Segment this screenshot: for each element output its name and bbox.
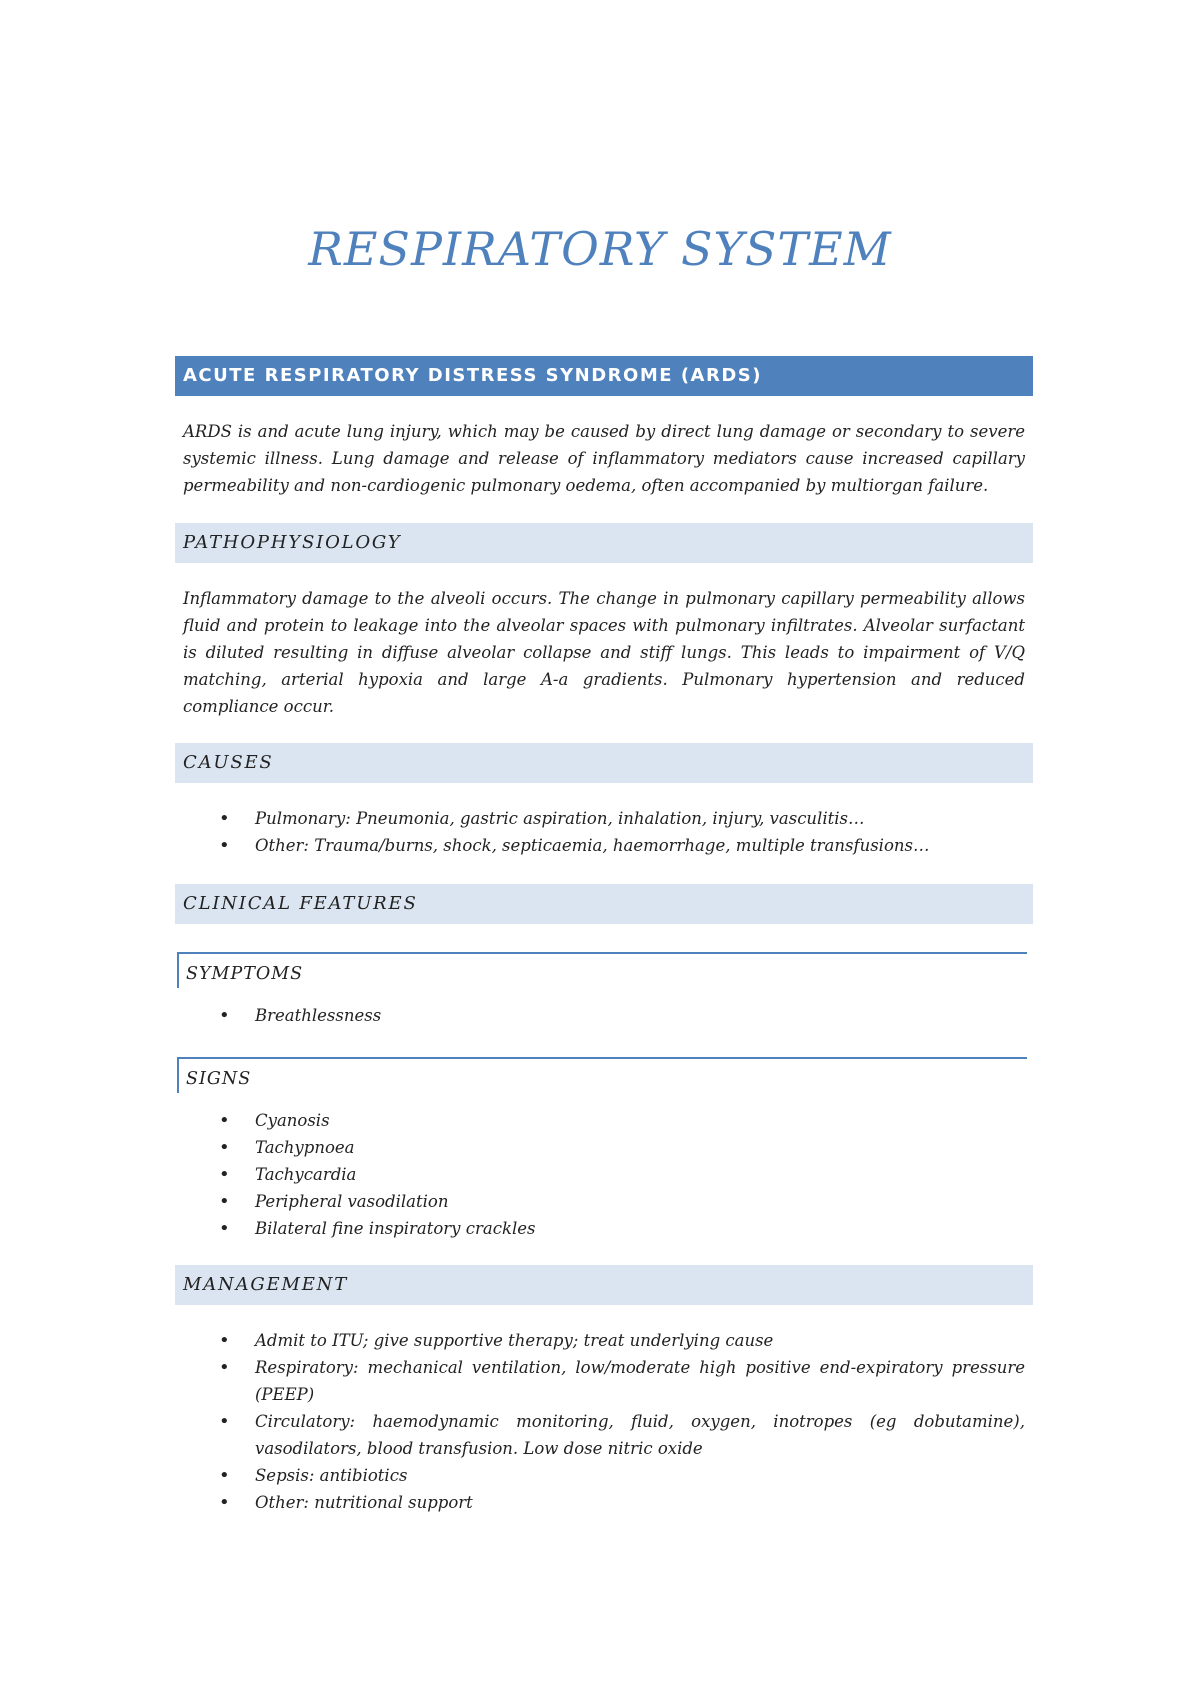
intro-paragraph: ARDS is and acute lung injury, which may be caused by direct lung damage or secondary to severe systemic illness. Lung damage and release of inflammatory mediators cause increased capillary permeability and non-cardiogenic pulmonary oedema, often accompanied by multiorgan failure. (183, 422, 1025, 495)
list-item: • Breathlessness (255, 1002, 1025, 1029)
causes-list (175, 805, 1033, 859)
list-item: • Sepsis: antibiotics (255, 1462, 1025, 1489)
symptoms-heading: SYMPTOMS (177, 952, 1027, 988)
management-list (175, 1327, 1033, 1516)
causes-heading: CAUSES (175, 743, 1033, 783)
list-item: • Pulmonary: Pneumonia, gastric aspiration, inhalation, injury, vasculitis… (255, 805, 1025, 832)
list-item: • Cyanosis (255, 1107, 1025, 1134)
list-item: • Tachycardia (255, 1161, 1025, 1188)
document-body (175, 356, 1033, 1516)
page-title: RESPIRATORY SYSTEM (308, 222, 892, 276)
list-item: • Tachypnoea (255, 1134, 1025, 1161)
list-item: • Other: Trauma/burns, shock, septicaemia, haemorrhage, multiple transfusions… (255, 832, 1025, 859)
symptoms-list (175, 1002, 1033, 1029)
list-item: • Respiratory: mechanical ventilation, low/moderate high positive end-expiratory pressure (PEEP) (255, 1354, 1025, 1408)
list-item: • Circulatory: haemodynamic monitoring, fluid, oxygen, inotropes (eg dobutamine), vasodilators, blood transfusion. Low dose nitric oxide (255, 1408, 1025, 1462)
pathophysiology-paragraph: Inflammatory damage to the alveoli occurs. The change in pulmonary capillary permeability allows fluid and protein to leakage into the alveolar spaces with pulmonary infiltrates. Alveolar surfactant is diluted resulting in diffuse alveolar collapse and stiff lungs. This leads to impairment of V/Q matching, arterial hypoxia and large A-a gradients. Pulmonary hypertension and reduced compliance occur. (183, 589, 1025, 716)
clinical-features-heading: CLINICAL FEATURES (175, 884, 1033, 924)
pathophysiology-heading: PATHOPHYSIOLOGY (175, 523, 1033, 563)
list-item: • Peripheral vasodilation (255, 1188, 1025, 1215)
signs-list (175, 1107, 1033, 1242)
management-heading: MANAGEMENT (175, 1265, 1033, 1305)
ards-banner: ACUTE RESPIRATORY DISTRESS SYNDROME (ARDS) (175, 356, 1033, 396)
list-item: • Bilateral fine inspiratory crackles (255, 1215, 1025, 1242)
list-item: • Admit to ITU; give supportive therapy; treat underlying cause (255, 1327, 1025, 1354)
list-item: • Other: nutritional support (255, 1489, 1025, 1516)
signs-heading: SIGNS (177, 1057, 1027, 1093)
